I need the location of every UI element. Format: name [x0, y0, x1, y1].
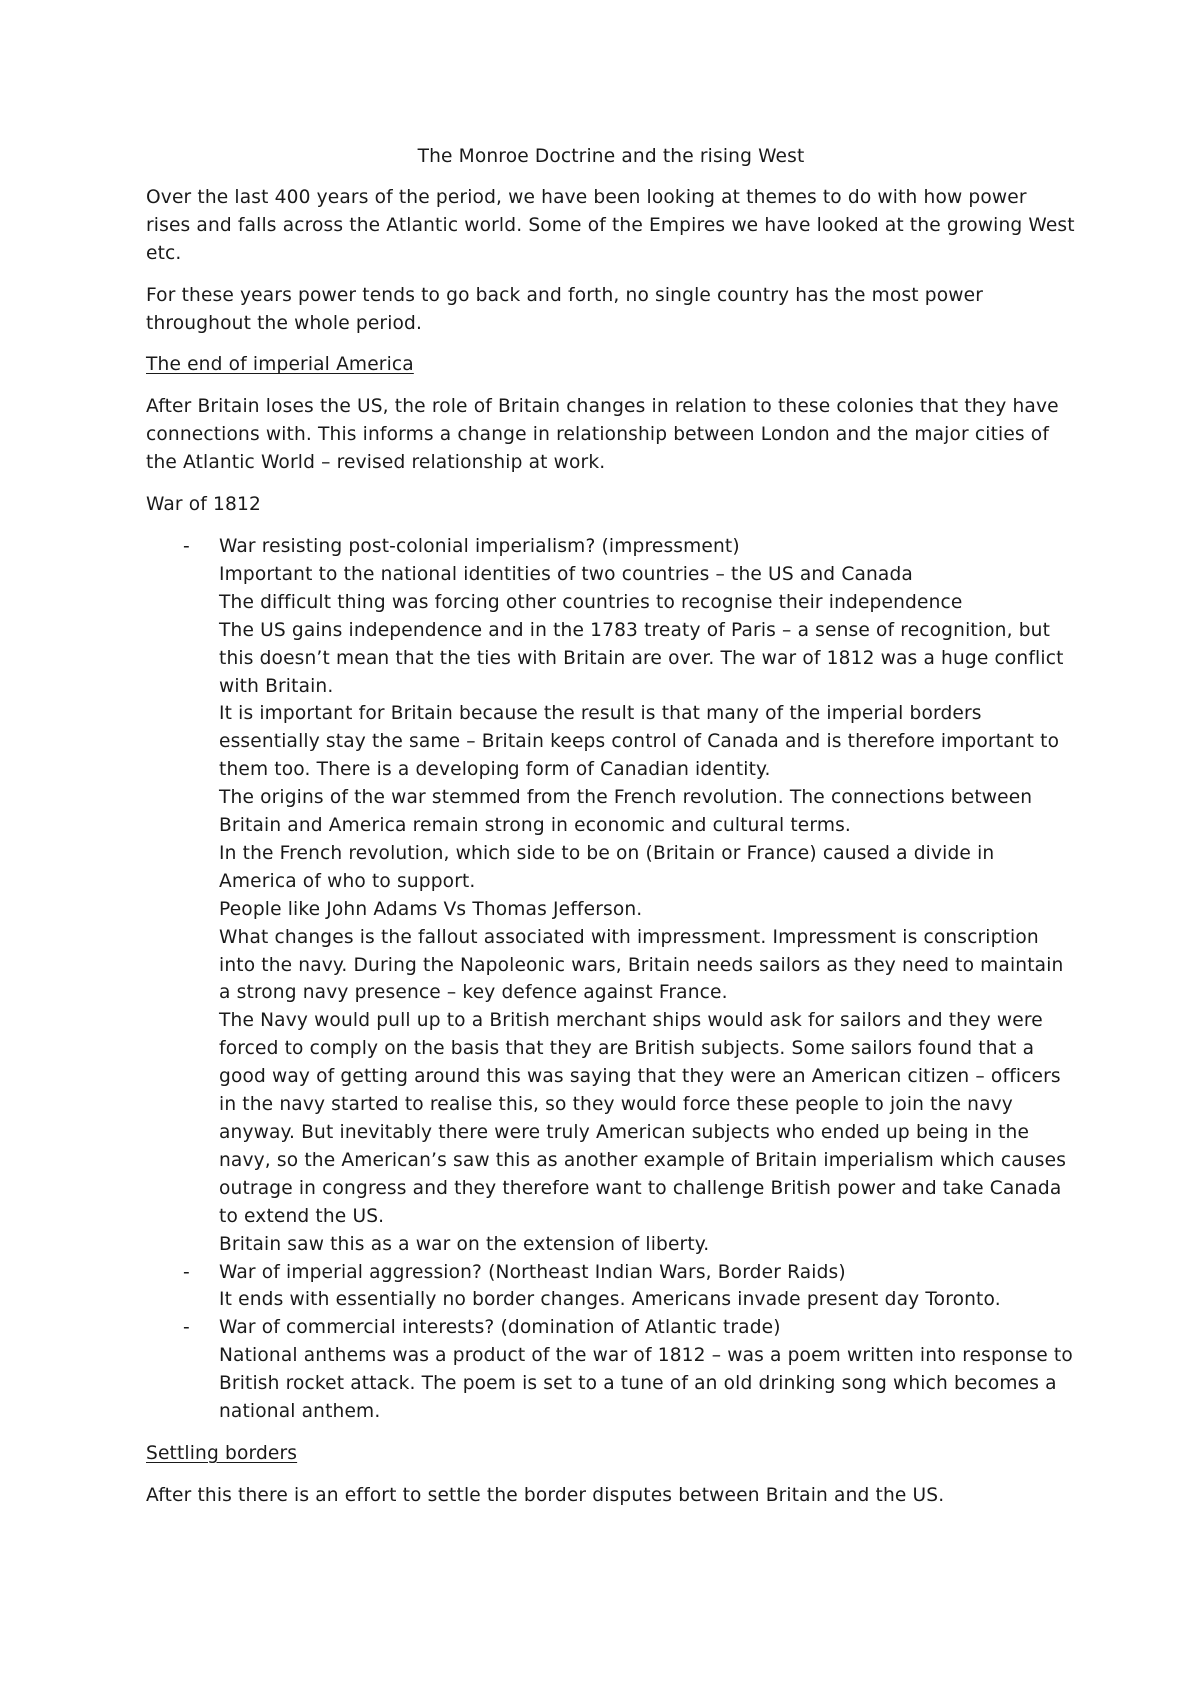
bullet-line: War of commercial interests? (domination of Atlantic trade): [219, 1317, 781, 1339]
intro-paragraph-1: Over the last 400 years of the period, we have been looking at themes to do with how power rises and falls across the Atlantic world. Some of the Empires we have looked at the growing West etc.: [146, 186, 1075, 264]
bullet-line: In the French revolution, which side to be on (Britain or France) caused a divide in America of who to support.: [219, 842, 995, 892]
document-title: The Monroe Doctrine and the rising West: [417, 146, 805, 167]
bullet-line: War of imperial aggression? (Northeast Indian Wars, Border Raids): [219, 1261, 846, 1283]
bullet-line: Britain saw this as a war on the extension of liberty.: [219, 1233, 710, 1255]
document-page: [146, 143, 1076, 1524]
settling-borders-paragraph: After this there is an effort to settle the border disputes between Britain and the US.: [146, 1484, 945, 1506]
bullet-marker: -: [183, 1317, 190, 1339]
war-bullet-list: [146, 533, 1076, 1426]
bullet-line: National anthems was a product of the war of 1812 – was a poem written into response to British rocket attack. The poem is set to a tune of an old drinking song which becomes a national anthem.: [219, 1345, 1073, 1423]
bullet-item-commercial-interests: [146, 1314, 1076, 1426]
section-heading-settling-borders: Settling borders: [146, 1442, 298, 1464]
imperial-america-paragraph: After Britain loses the US, the role of Britain changes in relation to these colonies that they have connections with. This informs a change in relationship between London and the major cities of the Atlantic World – revised relationship at work.: [146, 396, 1059, 474]
bullet-line: It ends with essentially no border changes. Americans invade present day Toronto.: [219, 1289, 1001, 1311]
bullet-line: War resisting post-colonial imperialism? (impressment): [219, 535, 740, 557]
bullet-marker: -: [183, 535, 190, 557]
bullet-line: It is important for Britain because the result is that many of the imperial borders essentially stay the same – Britain keeps control of Canada and is therefore important to them too. There is a developing form of Canadian identity.: [219, 703, 1060, 781]
bullet-line: Important to the national identities of two countries – the US and Canada: [219, 563, 913, 585]
intro-paragraph-2: For these years power tends to go back and forth, no single country has the most power throughout the whole period.: [146, 284, 983, 334]
bullet-line: The US gains independence and in the 1783 treaty of Paris – a sense of recognition, but this doesn’t mean that the ties with Britain are over. The war of 1812 was a huge conflict with Britain.: [219, 619, 1064, 697]
bullet-line: The difficult thing was forcing other countries to recognise their independence: [219, 591, 963, 613]
bullet-line: What changes is the fallout associated with impressment. Impressment is conscription into the navy. During the Napoleonic wars, Britain needs sailors as they need to maintain a strong navy presence – key defence against France.: [219, 926, 1064, 1004]
section-heading-imperial-america: The end of imperial America: [146, 354, 414, 376]
bullet-line: The origins of the war stemmed from the French revolution. The connections between Britain and America remain strong in economic and cultural terms.: [219, 787, 1033, 837]
bullet-line: The Navy would pull up to a British merchant ships would ask for sailors and they were forced to comply on the basis that they are British subjects. Some sailors found that a good way of getting around this was saying that they were an American citizen – officers in the navy started to realise this, so they would force these people to join the navy anyway. But inevitably there were truly American subjects who ended up being in the navy, so the American’s saw this as another example of Britain imperialism which causes outrage in congress and they therefore want to challenge British power and take Canada to extend the US.: [219, 1010, 1067, 1227]
bullet-line: People like John Adams Vs Thomas Jefferson.: [219, 898, 643, 920]
bullet-item-imperial-aggression: [146, 1259, 1076, 1315]
bullet-item-impressment: [146, 533, 1076, 1259]
war-of-1812-heading: War of 1812: [146, 494, 261, 516]
bullet-marker: -: [183, 1261, 190, 1283]
